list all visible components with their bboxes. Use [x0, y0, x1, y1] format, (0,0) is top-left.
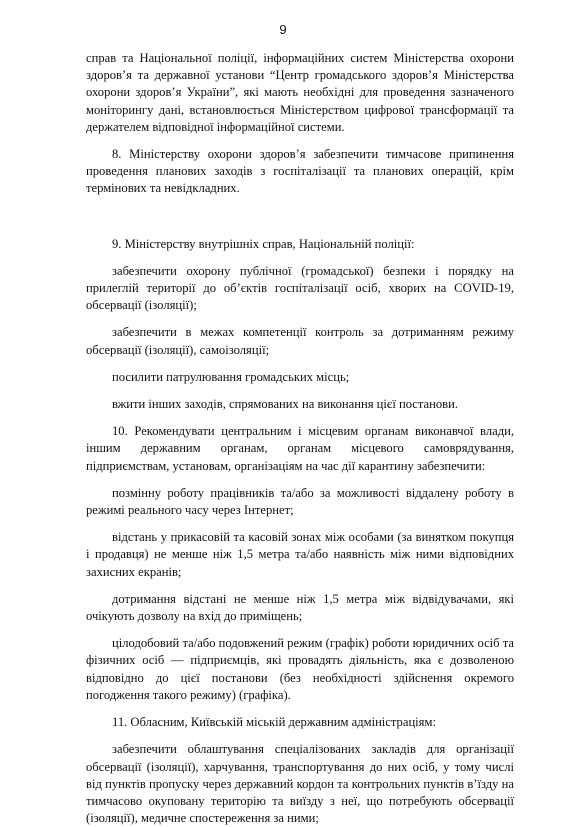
paragraph-item-10: 10. Рекомендувати центральним і місцевим органам виконавчої влади, іншим державним органам, органам місцевого самоврядування, підприємствам, установам, організаціям на час дії карантину забезпечити: — [86, 424, 514, 473]
paragraph-subitem: забезпечити облаштування спеціалізованих закладів для організації обсервації (ізоляції), харчування, транспортування до них осіб, у тому числі від пунктів пропуску через державний кордон та контрольних пунктів в’їзду на тимчасово окуповану територію та виїзду з неї, що потребують обсервації (ізоляції), медичне спостереження за ними; — [86, 742, 514, 826]
document-body — [86, 50, 514, 827]
paragraph-subitem: позмінну роботу працівників та/або за можливості віддалену роботу в режимі реального часу через Інтернет; — [86, 485, 514, 518]
paragraph-subitem: посилити патрулювання громадських місць; — [112, 369, 350, 384]
page-number: 9 — [279, 22, 287, 37]
paragraph-item-9: 9. Міністерству внутрішніх справ, Національній поліції: — [112, 236, 415, 251]
paragraph-item-8: 8. Міністерству охорони здоров’я забезпечити тимчасове припинення проведення планових заходів з госпіталізації та планових операцій, крім термінових та невідкладних. — [86, 147, 514, 196]
paragraph-subitem: забезпечити в межах компетенції контроль за дотриманням режиму обсервації (ізоляції), самоізоляції; — [86, 325, 514, 357]
paragraph-continuation: справ та Національної поліції, інформаційних систем Міністерства охорони здоров’я та державної установи “Центр громадського здоров’я Міністерства охорони здоров’я України”, які мають необхідні для проведення зазначеного моніторингу дані, встановлюється Міністерством цифрової трансформації та держателем відповідної інформаційної системи. — [86, 51, 514, 134]
paragraph-subitem: цілодобовий та/або подовжений режим (графік) роботи юридичних осіб та фізичних осіб — підприємців, які провадять діяльність, яка є дозволеною відповідно до цієї постанови (без необхідності здійснення окремого погодження такого режиму) (графіка). — [86, 636, 514, 702]
paragraph-item-11: 11. Обласним, Київській міській державним адміністраціям: — [112, 715, 436, 730]
paragraph-subitem: дотримання відстані не менше ніж 1,5 метра між відвідувачами, які очікують дозволу на вхід до приміщень; — [86, 591, 514, 624]
paragraph-subitem: забезпечити охорону публічної (громадської) безпеки і порядку на прилеглій території до об’єктів госпіталізації осіб, хворих на COVID-19, обсервації (ізоляції); — [86, 263, 514, 313]
paragraph-subitem: відстань у прикасовій та касовій зонах між особами (за винятком покупця і продавця) не менше ніж 1,5 метра та/або наявність між ними відповідних захисних екранів; — [86, 530, 514, 579]
paragraph-subitem: вжити інших заходів, спрямованих на виконання цієї постанови. — [112, 397, 459, 412]
